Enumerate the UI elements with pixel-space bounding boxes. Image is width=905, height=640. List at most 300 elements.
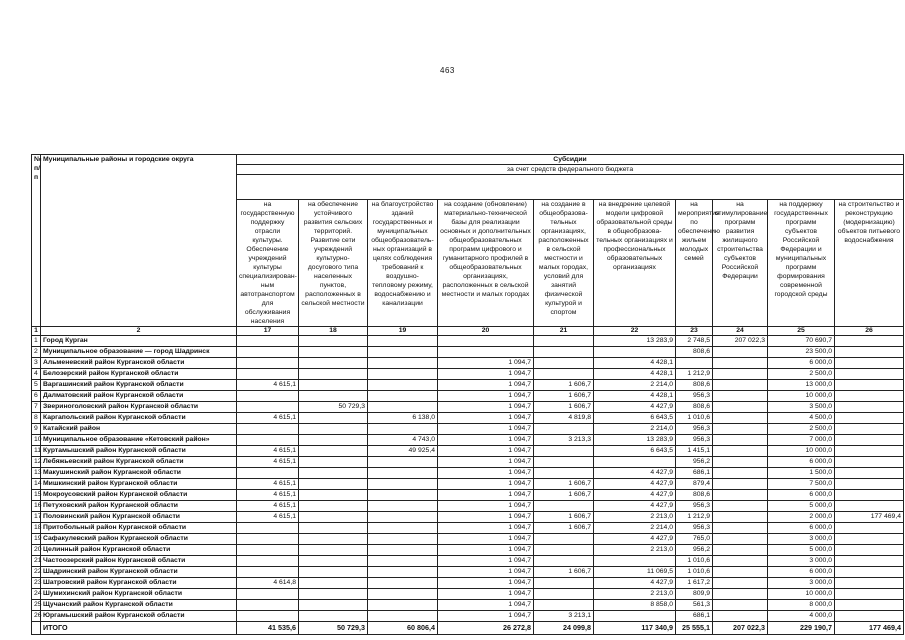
table-row [32, 545, 904, 556]
column-header-21: на создание в общеобразова-тельных организациях, расположенных в сельской местности и малых городах, условий для занятий физической культурой и спортом [534, 200, 594, 327]
column-header-18: на обеспечение устойчивого развития сельских территорий. Развитие сети учреждений культурно-досугового типа населенных пунктов, расположенных в сельской местности [299, 200, 368, 327]
value-cell [237, 545, 299, 556]
value-cell [594, 347, 676, 358]
total-label: ИТОГО [41, 622, 237, 635]
value-cell: 4 615,1 [237, 501, 299, 512]
value-cell: 1 094,7 [438, 578, 534, 589]
value-cell: 879,4 [676, 479, 713, 490]
value-cell: 956,3 [676, 523, 713, 534]
value-cell [835, 611, 904, 622]
value-cell [299, 380, 368, 391]
value-cell: 809,9 [676, 589, 713, 600]
value-cell [368, 556, 438, 567]
table-row [32, 336, 904, 347]
value-cell: 10 000,0 [768, 446, 835, 457]
value-cell [713, 347, 768, 358]
value-cell: 4 427,9 [594, 534, 676, 545]
value-cell: 4 427,9 [594, 402, 676, 413]
region-name: Лебяжьевский район Курганской области [41, 457, 237, 468]
value-cell: 808,6 [676, 490, 713, 501]
value-cell [438, 347, 534, 358]
value-cell [368, 457, 438, 468]
value-cell [299, 479, 368, 490]
region-name: Муниципальное образование — город Шадринск [41, 347, 237, 358]
value-cell: 3 500,0 [768, 402, 835, 413]
value-cell [368, 600, 438, 611]
value-cell: 13 283,9 [594, 435, 676, 446]
value-cell: 4 614,8 [237, 578, 299, 589]
table-row [32, 490, 904, 501]
table-row [32, 435, 904, 446]
value-cell [237, 534, 299, 545]
region-name: Шумихинский район Курганской области [41, 589, 237, 600]
value-cell [713, 468, 768, 479]
column-number: 25 [768, 327, 835, 336]
num-header: № п/п [32, 155, 41, 327]
table-row [32, 457, 904, 468]
value-cell [299, 501, 368, 512]
region-name: Шатровский район Курганской области [41, 578, 237, 589]
value-cell: 5 000,0 [768, 501, 835, 512]
value-cell [299, 589, 368, 600]
row-number: 20 [32, 545, 41, 556]
total-value: 25 555,1 [676, 622, 713, 635]
value-cell [835, 567, 904, 578]
value-cell: 1 094,7 [438, 534, 534, 545]
federal-budget-header: за счет средств федерального бюджета [237, 165, 904, 175]
value-cell [594, 611, 676, 622]
value-cell: 1 010,6 [676, 567, 713, 578]
value-cell: 2 500,0 [768, 369, 835, 380]
value-cell [713, 402, 768, 413]
value-cell: 6 643,5 [594, 413, 676, 424]
value-cell: 1 606,7 [534, 567, 594, 578]
value-cell [299, 413, 368, 424]
column-header-19: на благоустройство зданий государственных и муниципальных общеобразователь-ных организаций в целях соблюдения требований к воздушно-тепловому режиму, водоснабжению и канализации [368, 200, 438, 327]
table-row [32, 600, 904, 611]
value-cell [835, 435, 904, 446]
value-cell: 4 615,1 [237, 446, 299, 457]
value-cell [368, 490, 438, 501]
value-cell: 6 000,0 [768, 523, 835, 534]
column-header-17: на государственную поддержку отрасли культуры. Обеспечение учреждений культуры специализирован-ным автотранспортом для обслуживания населения [237, 200, 299, 327]
value-cell: 808,6 [676, 347, 713, 358]
value-cell: 7 500,0 [768, 479, 835, 490]
value-cell [299, 611, 368, 622]
value-cell: 3 000,0 [768, 534, 835, 545]
value-cell: 4 615,1 [237, 479, 299, 490]
value-cell [713, 501, 768, 512]
column-number: 2 [41, 327, 237, 336]
value-cell [713, 413, 768, 424]
column-number: 24 [713, 327, 768, 336]
value-cell: 956,3 [676, 435, 713, 446]
value-cell: 2 213,0 [594, 589, 676, 600]
value-cell [835, 457, 904, 468]
column-header-22: на внедрение целевой модели цифровой образовательной среды в общеобразова-тельных организациях и профессиональных образовательных организациях [594, 200, 676, 327]
value-cell [438, 336, 534, 347]
value-cell [713, 534, 768, 545]
region-name: Муниципальное образование «Кетовский район» [41, 435, 237, 446]
value-cell: 1 094,7 [438, 523, 534, 534]
value-cell: 956,3 [676, 501, 713, 512]
table-row [32, 347, 904, 358]
value-cell [713, 446, 768, 457]
value-cell [368, 369, 438, 380]
value-cell: 1 094,7 [438, 413, 534, 424]
region-name: Сафакулевский район Курганской области [41, 534, 237, 545]
row-number: 10 [32, 435, 41, 446]
region-name: Макушинский район Курганской области [41, 468, 237, 479]
column-number: 21 [534, 327, 594, 336]
value-cell [368, 578, 438, 589]
row-number: 24 [32, 589, 41, 600]
value-cell: 10 000,0 [768, 589, 835, 600]
table-row [32, 391, 904, 402]
value-cell: 11 069,5 [594, 567, 676, 578]
table-row [32, 512, 904, 523]
value-cell [368, 424, 438, 435]
value-cell [534, 589, 594, 600]
value-cell [835, 380, 904, 391]
value-cell [835, 545, 904, 556]
row-number: 9 [32, 424, 41, 435]
value-cell [534, 457, 594, 468]
value-cell: 1 606,7 [534, 402, 594, 413]
column-number: 17 [237, 327, 299, 336]
value-cell [594, 556, 676, 567]
value-cell: 4 615,1 [237, 490, 299, 501]
value-cell [835, 446, 904, 457]
value-cell: 808,6 [676, 402, 713, 413]
column-number: 26 [835, 327, 904, 336]
region-name: Звериноголовский район Курганской области [41, 402, 237, 413]
value-cell: 1 606,7 [534, 523, 594, 534]
region-name: Притобольный район Курганской области [41, 523, 237, 534]
value-cell [237, 567, 299, 578]
table-row [32, 501, 904, 512]
value-cell: 1 212,9 [676, 512, 713, 523]
value-cell: 4 427,9 [594, 490, 676, 501]
value-cell [299, 545, 368, 556]
value-cell: 561,3 [676, 600, 713, 611]
region-name: Целинный район Курганской области [41, 545, 237, 556]
value-cell [713, 457, 768, 468]
value-cell: 50 729,3 [299, 402, 368, 413]
value-cell: 2 213,0 [594, 545, 676, 556]
value-cell [835, 391, 904, 402]
value-cell [299, 523, 368, 534]
value-cell [713, 600, 768, 611]
value-cell [299, 457, 368, 468]
value-cell [368, 347, 438, 358]
value-cell [368, 402, 438, 413]
value-cell [534, 424, 594, 435]
value-cell [534, 358, 594, 369]
value-cell: 4 819,8 [534, 413, 594, 424]
value-cell: 2 213,0 [594, 512, 676, 523]
value-cell: 1 617,2 [676, 578, 713, 589]
row-number: 13 [32, 468, 41, 479]
value-cell [713, 435, 768, 446]
region-name: Варгашинский район Курганской области [41, 380, 237, 391]
value-cell [713, 424, 768, 435]
value-cell [534, 501, 594, 512]
total-value: 207 022,3 [713, 622, 768, 635]
value-cell: 686,1 [676, 468, 713, 479]
table-row [32, 402, 904, 413]
row-number: 4 [32, 369, 41, 380]
value-cell: 1 094,7 [438, 391, 534, 402]
total-value: 24 099,8 [534, 622, 594, 635]
value-cell [299, 369, 368, 380]
column-numbers-row [32, 327, 904, 336]
value-cell [835, 369, 904, 380]
value-cell: 1 094,7 [438, 435, 534, 446]
value-cell: 1 606,7 [534, 391, 594, 402]
value-cell [713, 358, 768, 369]
value-cell: 4 615,1 [237, 413, 299, 424]
value-cell: 1 094,7 [438, 600, 534, 611]
value-cell [713, 545, 768, 556]
table-row [32, 468, 904, 479]
value-cell: 6 000,0 [768, 457, 835, 468]
value-cell: 4 428,1 [594, 358, 676, 369]
value-cell: 1 094,7 [438, 545, 534, 556]
value-cell: 2 500,0 [768, 424, 835, 435]
row-number: 12 [32, 457, 41, 468]
value-cell: 4 615,1 [237, 380, 299, 391]
table-row [32, 523, 904, 534]
value-cell: 3 213,1 [534, 611, 594, 622]
region-name: Катайский район [41, 424, 237, 435]
value-cell: 2 214,0 [594, 523, 676, 534]
table-row [32, 424, 904, 435]
value-cell: 6 000,0 [768, 490, 835, 501]
value-cell [299, 468, 368, 479]
value-cell: 7 000,0 [768, 435, 835, 446]
region-name: Шадринский район Курганской области [41, 567, 237, 578]
row-number: 11 [32, 446, 41, 457]
total-value: 229 190,7 [768, 622, 835, 635]
value-cell: 1 094,7 [438, 468, 534, 479]
table-row [32, 589, 904, 600]
value-cell: 6 000,0 [768, 567, 835, 578]
table-row [32, 479, 904, 490]
value-cell [368, 567, 438, 578]
value-cell [713, 380, 768, 391]
region-header: Муниципальные районы и городские округа [41, 155, 237, 327]
total-value: 26 272,8 [438, 622, 534, 635]
region-name: Половинский район Курганской области [41, 512, 237, 523]
value-cell: 1 094,7 [438, 402, 534, 413]
value-cell: 1 094,7 [438, 424, 534, 435]
value-cell [676, 358, 713, 369]
region-name: Каргапольский район Курганской области [41, 413, 237, 424]
value-cell [534, 534, 594, 545]
table-row [32, 358, 904, 369]
value-cell [299, 446, 368, 457]
value-cell [835, 358, 904, 369]
value-cell: 4 428,1 [594, 369, 676, 380]
value-cell: 4 427,9 [594, 479, 676, 490]
row-number: 23 [32, 578, 41, 589]
value-cell [299, 424, 368, 435]
value-cell: 686,1 [676, 611, 713, 622]
value-cell [835, 600, 904, 611]
region-name: Альменевский район Курганской области [41, 358, 237, 369]
row-number: 26 [32, 611, 41, 622]
row-number: 15 [32, 490, 41, 501]
value-cell: 4 427,9 [594, 501, 676, 512]
value-cell: 8 000,0 [768, 600, 835, 611]
value-cell [299, 600, 368, 611]
value-cell [237, 402, 299, 413]
value-cell: 1 094,7 [438, 369, 534, 380]
value-cell: 4 743,0 [368, 435, 438, 446]
column-number: 18 [299, 327, 368, 336]
value-cell [237, 369, 299, 380]
value-cell: 1 094,7 [438, 446, 534, 457]
column-number: 20 [438, 327, 534, 336]
row-number: 5 [32, 380, 41, 391]
value-cell [534, 545, 594, 556]
value-cell: 4 428,1 [594, 391, 676, 402]
value-cell [713, 556, 768, 567]
value-cell [368, 611, 438, 622]
row-number: 18 [32, 523, 41, 534]
value-cell [368, 589, 438, 600]
value-cell: 1 094,7 [438, 380, 534, 391]
value-cell [299, 347, 368, 358]
total-value: 60 806,4 [368, 622, 438, 635]
row-number: 17 [32, 512, 41, 523]
value-cell [835, 402, 904, 413]
subsidies-table [31, 154, 904, 635]
value-cell: 2 214,0 [594, 424, 676, 435]
total-value: 41 535,6 [237, 622, 299, 635]
table-row [32, 567, 904, 578]
value-cell [299, 336, 368, 347]
region-name: Петуховский район Курганской области [41, 501, 237, 512]
value-cell [534, 600, 594, 611]
value-cell [835, 556, 904, 567]
value-cell [237, 347, 299, 358]
value-cell [713, 523, 768, 534]
region-name: Юргамышский район Курганской области [41, 611, 237, 622]
page-number: 463 [440, 66, 455, 75]
value-cell: 6 643,5 [594, 446, 676, 457]
value-cell: 1 606,7 [534, 380, 594, 391]
value-cell [368, 479, 438, 490]
value-cell [299, 556, 368, 567]
column-number: 23 [676, 327, 713, 336]
column-header-26: на строительство и реконструкцию (модернизацию) объектов питьевого водоснабжения [835, 200, 904, 327]
row-number: 1 [32, 336, 41, 347]
value-cell: 1 010,6 [676, 413, 713, 424]
value-cell: 808,6 [676, 380, 713, 391]
value-cell [713, 369, 768, 380]
row-number: 7 [32, 402, 41, 413]
value-cell: 1 094,7 [438, 479, 534, 490]
value-cell [835, 347, 904, 358]
value-cell: 49 925,4 [368, 446, 438, 457]
value-cell [534, 578, 594, 589]
row-number: 21 [32, 556, 41, 567]
value-cell [835, 534, 904, 545]
value-cell [835, 578, 904, 589]
table-row [32, 446, 904, 457]
value-cell: 1 094,7 [438, 567, 534, 578]
value-cell [594, 457, 676, 468]
row-number: 6 [32, 391, 41, 402]
value-cell: 4 427,9 [594, 468, 676, 479]
row-number: 22 [32, 567, 41, 578]
value-cell: 23 500,0 [768, 347, 835, 358]
column-header-25: на поддержку государственных программ субъектов Российской Федерации и муниципальных программ формирования современной городской среды [768, 200, 835, 327]
value-cell: 207 022,3 [713, 336, 768, 347]
value-cell: 3 000,0 [768, 578, 835, 589]
total-value: 177 469,4 [835, 622, 904, 635]
value-cell: 3 000,0 [768, 556, 835, 567]
value-cell: 13 000,0 [768, 380, 835, 391]
value-cell [713, 611, 768, 622]
value-cell: 1 094,7 [438, 490, 534, 501]
value-cell [835, 336, 904, 347]
column-header-24: на стимулирование программ развития жилищного строительства субъектов Российской Федерации [713, 200, 768, 327]
table-row [32, 380, 904, 391]
value-cell: 1 094,7 [438, 589, 534, 600]
value-cell [835, 479, 904, 490]
value-cell [237, 600, 299, 611]
row-number: 8 [32, 413, 41, 424]
table-row [32, 556, 904, 567]
value-cell [368, 380, 438, 391]
value-cell: 1 094,7 [438, 457, 534, 468]
value-cell: 1 094,7 [438, 512, 534, 523]
value-cell: 3 213,3 [534, 435, 594, 446]
value-cell: 1 606,7 [534, 490, 594, 501]
value-cell: 1 010,6 [676, 556, 713, 567]
value-cell [299, 435, 368, 446]
region-name: Мишкинский район Курганской области [41, 479, 237, 490]
value-cell: 70 690,7 [768, 336, 835, 347]
region-name: Мокроусовский район Курганской области [41, 490, 237, 501]
column-number: 22 [594, 327, 676, 336]
value-cell [237, 424, 299, 435]
value-cell [368, 545, 438, 556]
value-cell: 1 094,7 [438, 501, 534, 512]
table-row [32, 369, 904, 380]
value-cell [368, 512, 438, 523]
value-cell: 13 283,9 [594, 336, 676, 347]
region-name: Белозерский район Курганской области [41, 369, 237, 380]
value-cell [299, 490, 368, 501]
row-number: 3 [32, 358, 41, 369]
value-cell: 1 415,1 [676, 446, 713, 457]
table-row [32, 413, 904, 424]
value-cell [368, 534, 438, 545]
region-name: Город Курган [41, 336, 237, 347]
value-cell: 4 500,0 [768, 413, 835, 424]
value-cell [534, 556, 594, 567]
value-cell [713, 391, 768, 402]
value-cell [299, 567, 368, 578]
value-cell [299, 358, 368, 369]
value-cell [835, 589, 904, 600]
value-cell [835, 501, 904, 512]
value-cell [237, 435, 299, 446]
